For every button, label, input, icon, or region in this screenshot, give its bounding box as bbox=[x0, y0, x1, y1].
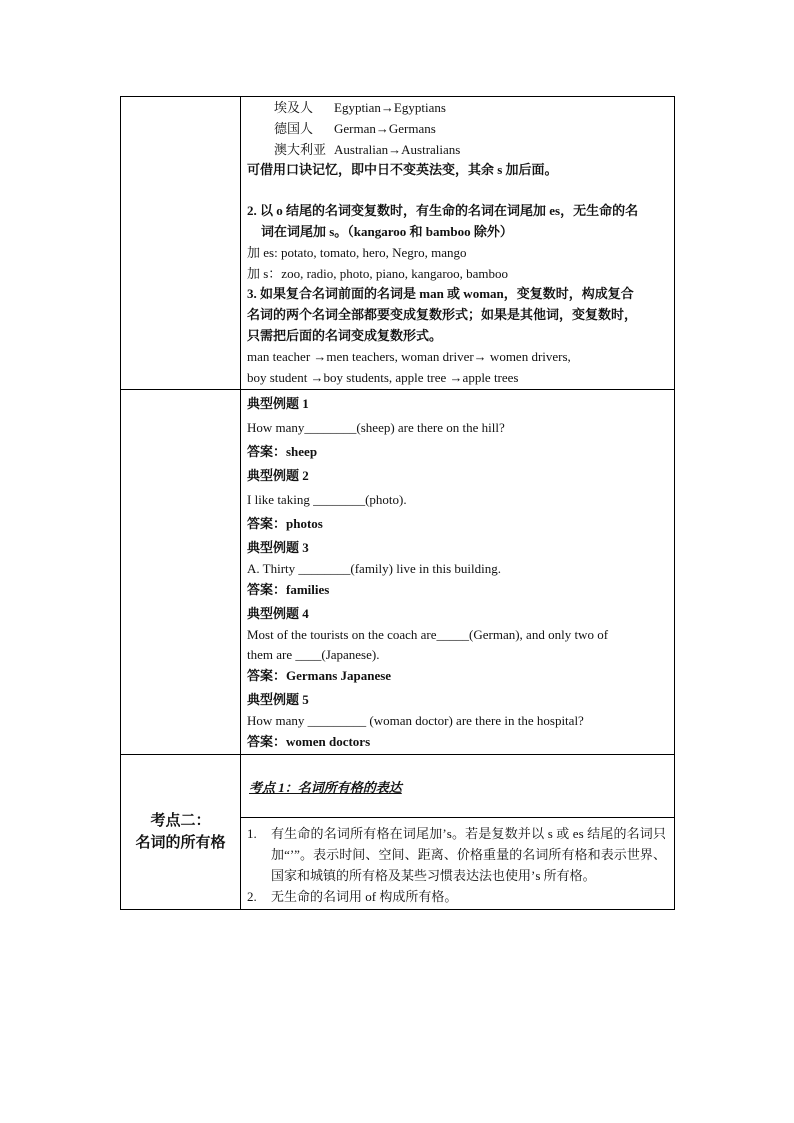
example-block bbox=[241, 394, 674, 462]
topic-title-line-1: 考点二： bbox=[150, 813, 211, 830]
example-block bbox=[241, 538, 674, 600]
nationality-zh: 埃及人 bbox=[274, 100, 314, 115]
examples-cell bbox=[241, 390, 675, 755]
example-heading: 典型例题 5 bbox=[247, 692, 309, 708]
example-answer: 答案：families bbox=[247, 582, 330, 598]
rule-3-line-1: 3. 如果复合名词前面的名词是 man 或 woman，变复数时，构成复合 bbox=[247, 286, 634, 302]
rule-2-line-1: 2. 以 o 结尾的名词变复数时，有生命的名词在词尾加 es，无生命的名 bbox=[247, 203, 639, 219]
example-question: them are ____(Japanese). bbox=[247, 647, 380, 663]
topic-title-line-2: 名词的所有格 bbox=[135, 835, 226, 852]
example-block bbox=[241, 466, 674, 534]
nationality-en: Egyptian→Egyptians bbox=[334, 100, 446, 115]
es-examples: 加 es: potato, tomato, hero, Negro, mango bbox=[247, 244, 467, 260]
list-text: 无生命的名词用 of 构成所有格。 bbox=[271, 889, 458, 905]
mnemonic-text: 可借用口诀记忆，即中日不变英法变，其余 s 加后面。 bbox=[247, 162, 558, 178]
table-row bbox=[121, 97, 675, 390]
example-answer: 答案：photos bbox=[247, 516, 323, 532]
nationality-en: Australian→Australians bbox=[334, 141, 461, 157]
list-item bbox=[247, 886, 666, 907]
example-question: I like taking ________(photo). bbox=[247, 492, 407, 508]
rule-3-line-3: 只需把后面的名词变成复数形式。 bbox=[247, 327, 443, 343]
nationality-row bbox=[241, 140, 674, 161]
example-heading: 典型例题 4 bbox=[247, 606, 309, 622]
example-answer: 答案：women doctors bbox=[247, 734, 371, 750]
example-heading: 典型例题 1 bbox=[247, 396, 309, 412]
rule-2-line-2: 词在词尾加 s。（kangaroo 和 bamboo 除外） bbox=[261, 223, 513, 239]
empty-topic-cell bbox=[121, 390, 241, 755]
example-question: Most of the tourists on the coach are_____(German), and only two of bbox=[247, 627, 609, 643]
point-heading: 考点 1：名词所有格的表达 bbox=[249, 780, 402, 796]
example-answer: 答案：sheep bbox=[247, 444, 318, 460]
example-question: A. Thirty ________(family) live in this building. bbox=[247, 561, 501, 577]
example-answer: 答案：Germans Japanese bbox=[247, 668, 392, 684]
nationality-row bbox=[241, 98, 674, 119]
compound-examples-1: man teacher →men teachers, woman driver→ women drivers, bbox=[247, 348, 571, 364]
topic-title-cell bbox=[121, 755, 241, 910]
example-question: How many _________ (woman doctor) are there in the hospital? bbox=[247, 713, 584, 729]
possessive-cell bbox=[241, 755, 675, 910]
list-text: 有生命的名词所有格在词尾加’s。若是复数并以 s 或 es 结尾的名词只加“’”。表示时间、空间、距离、价格重量的名词所有格和表示世界、国家和城镇的所有格及某些习惯表达法也使用’s 所有格。 bbox=[271, 826, 666, 884]
list-item bbox=[247, 823, 666, 886]
example-block bbox=[241, 604, 674, 686]
example-block bbox=[241, 690, 674, 752]
example-heading: 典型例题 2 bbox=[247, 468, 309, 484]
compound-examples-2: boy student →boy students, apple tree →apple trees bbox=[247, 369, 519, 385]
table-row bbox=[121, 390, 675, 755]
example-question: How many________(sheep) are there on the hill? bbox=[247, 420, 505, 436]
example-heading: 典型例题 3 bbox=[247, 540, 309, 556]
nationality-row bbox=[241, 119, 674, 140]
possessive-rules bbox=[241, 817, 674, 909]
spacer bbox=[241, 181, 674, 201]
list-number: 1. bbox=[247, 826, 257, 842]
nationality-zh: 德国人 bbox=[274, 120, 314, 136]
grammar-table bbox=[120, 96, 675, 910]
table-row bbox=[121, 755, 675, 910]
plural-rules-cell bbox=[241, 97, 675, 390]
rule-3-line-2: 名词的两个名词全部都要变成复数形式；如果是其他词，变复数时， bbox=[247, 307, 638, 323]
nationality-zh: 澳大利亚 bbox=[274, 141, 327, 157]
nationality-en: German→Germans bbox=[334, 120, 436, 136]
list-number: 2. bbox=[247, 889, 257, 905]
empty-topic-cell bbox=[121, 97, 241, 390]
s-examples: 加 s：zoo, radio, photo, piano, kangaroo, bamboo bbox=[247, 265, 509, 281]
